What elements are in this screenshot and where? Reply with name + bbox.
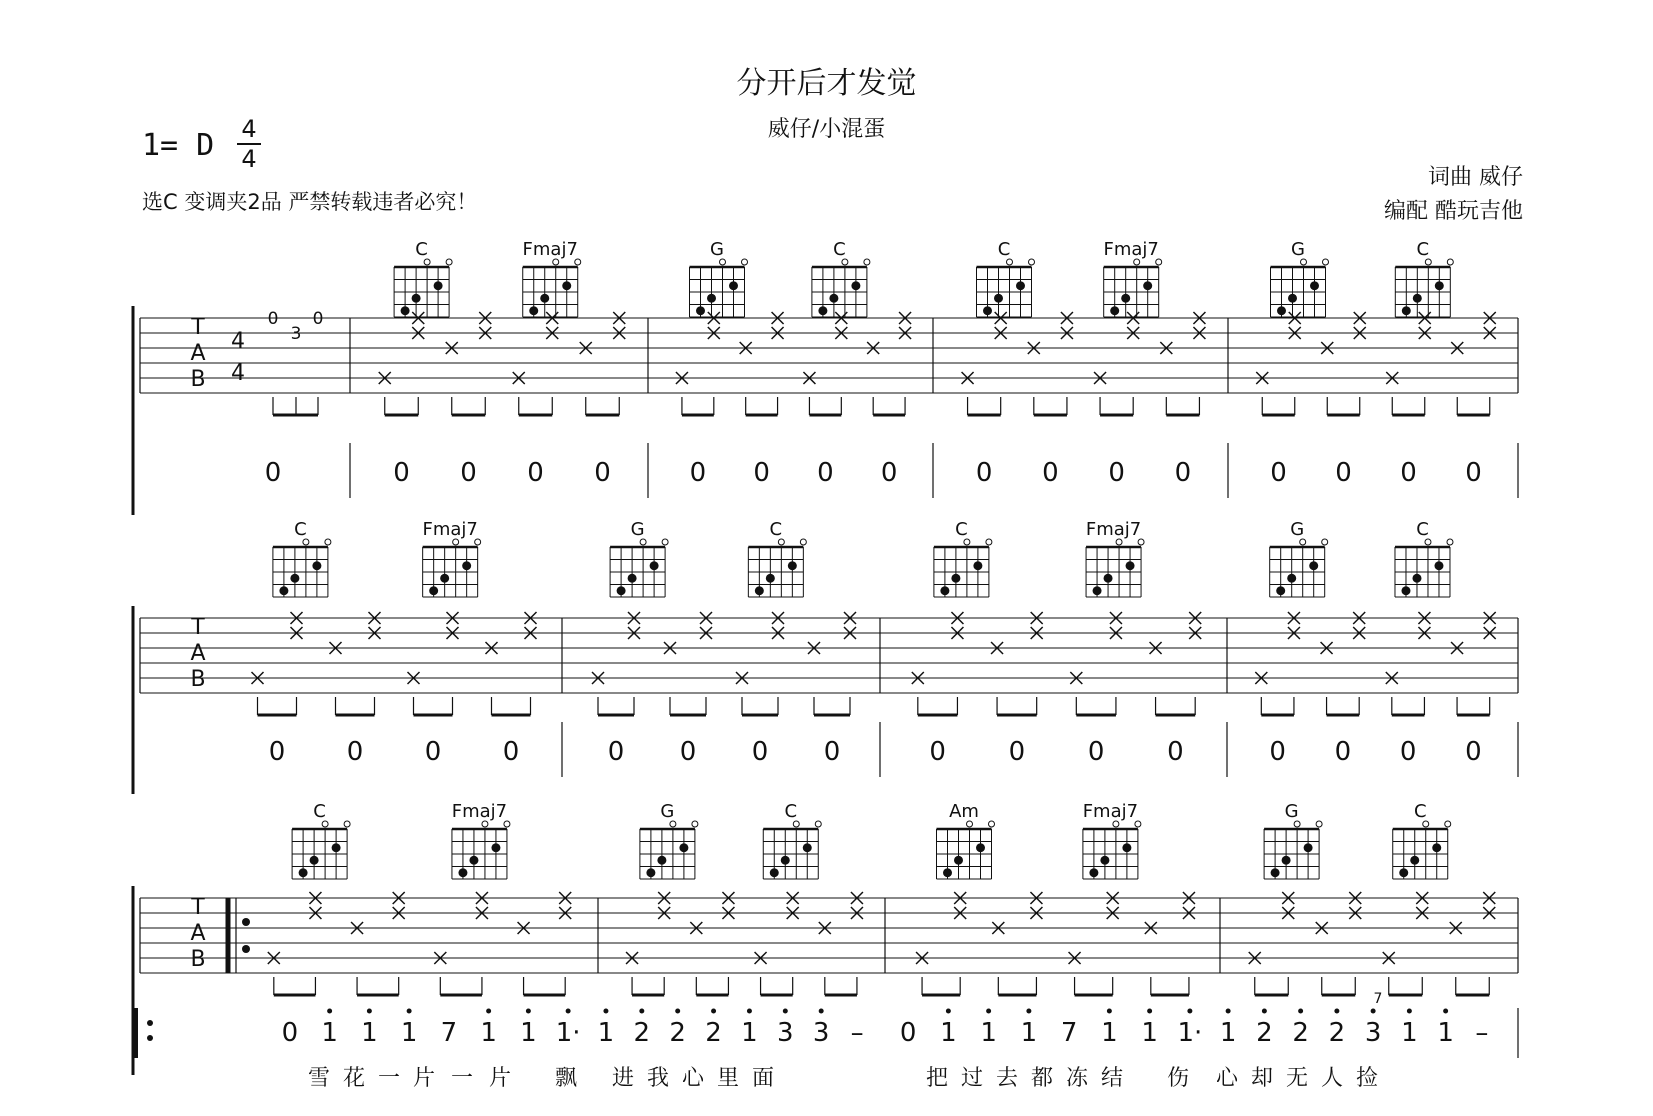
tab-clef-letter: T [191,315,205,340]
jianpu-note: 0 [1335,458,1352,488]
jianpu-note: 0 [424,737,442,767]
jianpu-melody-note: 2 [669,1018,686,1048]
chord-name: C [955,519,968,540]
jianpu-note: 0 [1108,458,1125,488]
octave-dot [367,1009,372,1014]
lyric-character: 却 [1250,1066,1274,1091]
key-signature: 1= D [142,128,215,163]
octave-dot [526,1009,531,1014]
chord-diagram [1086,519,1144,597]
chord-diagram [1264,801,1322,879]
jianpu-note: 0 [594,458,611,488]
jianpu-melody-note: 3 [777,1018,794,1048]
jianpu-note: 0 [502,737,520,767]
repeat-dot [242,918,250,926]
chord-diagram [1104,239,1162,317]
lyric-character: 雪 [307,1066,331,1091]
chord-diagram [273,519,331,597]
lyric-character: 心 [1215,1066,1239,1091]
repeat-dot [147,1020,153,1026]
octave-dot [327,1009,332,1014]
octave-dot [747,1009,752,1014]
jianpu-note: 0 [1465,458,1482,488]
jianpu-note: 0 [1008,737,1026,767]
capo-note: 选C 变调夹2品 严禁转载违者必究！ [142,190,478,214]
jianpu-note: 0 [1400,458,1417,488]
chord-diagram [394,239,452,317]
octave-dot [783,1009,788,1014]
jianpu-note: 0 [393,458,410,488]
octave-dot [711,1009,716,1014]
tab-clef-letter: A [190,641,206,666]
lyric-character: 花 [342,1066,366,1091]
song-title: 分开后才发觉 [736,66,917,101]
jianpu-note: 0 [607,737,625,767]
jianpu-melody-note: 1 [597,1018,615,1048]
lyric-character: 片 [488,1066,512,1091]
jianpu-melody-note: 3 [812,1018,830,1048]
jianpu-melody-note: 1 [361,1018,378,1048]
chord-name: C [1416,519,1429,540]
octave-dot [603,1009,608,1014]
chord-name: Fmaj7 [422,519,478,540]
jianpu-note: 0 [268,737,286,767]
tab-fret-number: 3 [290,324,302,344]
chord-name: G [1290,519,1305,540]
octave-dot [1147,1009,1152,1014]
octave-dot [946,1009,951,1014]
lyric-character: 里 [716,1066,740,1091]
chord-diagram [1271,239,1329,317]
jianpu-melody-note: 1 [520,1018,537,1048]
jianpu-melody-note: 2 [1328,1018,1346,1048]
octave-dot [819,1009,824,1014]
jianpu-melody-note: 2 [1256,1018,1273,1048]
time-signature-bottom: 4 [241,145,257,173]
lyric-character: 片 [412,1066,436,1091]
octave-dot [1187,1009,1192,1014]
jianpu-note: 0 [346,737,364,767]
jianpu-melody-note: 1 [741,1018,758,1048]
octave-dot [639,1009,644,1014]
jianpu-note: 0 [929,737,946,767]
octave-dot [1226,1009,1231,1014]
jianpu-note: 0 [823,737,841,767]
repeat-dot [242,945,250,953]
chord-name: Am [949,801,979,822]
jianpu-melody-note: 7 [440,1018,458,1048]
chord-diagram [934,519,992,597]
tab-clef-letter: B [190,947,206,972]
jianpu-note: 0 [975,458,993,488]
chord-name: C [833,239,846,260]
lyric-character: 飘 [554,1066,578,1091]
lyric-character: 人 [1320,1066,1344,1091]
tab-fret-number: 0 [312,309,324,329]
jianpu-note: 0 [751,737,769,767]
octave-dot [1107,1009,1112,1014]
octave-dot [486,1009,491,1014]
octave-dot [1298,1009,1303,1014]
lyric-character: 进 [611,1066,635,1091]
lyric-character: 把 [925,1066,949,1091]
jianpu-note: 0 [689,458,707,488]
jianpu-note: 0 [679,737,697,767]
chord-name: G [710,239,724,260]
chord-diagram [610,519,668,597]
chord-diagram [1393,801,1451,879]
credit-arrangement: 编配 酷玩吉他 [1384,199,1523,224]
lyric-character: 一 [450,1066,474,1091]
chord-diagram [523,239,581,317]
jianpu-note: 0 [1174,458,1192,488]
octave-dot [407,1009,412,1014]
chord-name: Fmaj7 [1103,239,1159,260]
jianpu-melody-note: 2 [705,1018,722,1048]
lyric-character: 我 [646,1066,670,1091]
jianpu-melody-note: – [850,1018,864,1048]
jianpu-melody-note: 7 [1060,1018,1078,1048]
jianpu-melody-note: 1 [400,1018,418,1048]
jianpu-melody-note: 1 [1020,1018,1038,1048]
tab-clef-letter: A [190,921,206,946]
chord-diagram [937,801,995,879]
lyric-character: 伤 [1166,1066,1190,1091]
chord-name: C [784,801,798,822]
chord-diagram [690,239,748,317]
tab-time-top: 4 [231,329,245,354]
chord-name: C [1413,801,1427,822]
octave-dot [1371,1009,1376,1014]
chord-name: C [1416,239,1430,260]
chord-diagram [812,239,870,317]
jianpu-melody-note: 1 [480,1018,497,1048]
jianpu-note: 0 [1399,737,1417,767]
octave-dot [566,1009,571,1014]
time-signature-top: 4 [241,115,257,143]
jianpu-note: 0 [1465,737,1482,767]
jianpu-melody-note: 2 [1292,1018,1309,1048]
lyric-character: 结 [1100,1066,1124,1091]
jianpu-note: 0 [817,458,834,488]
chord-name: C [294,519,307,540]
jianpu-note: 0 [460,458,477,488]
lyric-character: 无 [1285,1066,1309,1091]
lyric-character: 面 [751,1066,775,1091]
jianpu-note: 0 [1269,737,1286,767]
jianpu-melody-note: 1 [980,1018,997,1048]
jianpu-melody-note: 1 [1437,1018,1454,1048]
jianpu-melody-note: 1 [1401,1018,1418,1048]
tab-clef-letter: T [191,895,205,920]
jianpu-note: 0 [1087,737,1105,767]
jianpu-melody-note: 0 [899,1018,917,1048]
chord-name: G [660,801,675,822]
jianpu-melody-note: 1 [1141,1018,1158,1048]
tab-clef-letter: B [190,367,206,392]
chord-diagram [640,801,698,879]
chord-name: G [1284,801,1299,822]
lyric-character: 过 [960,1066,984,1091]
jianpu-melody-note: 1· [1177,1018,1203,1048]
octave-dot [1334,1009,1339,1014]
song-artist: 威仔/小混蛋 [767,117,886,142]
jianpu-melody-note: 1· [555,1018,581,1048]
jianpu-melody-note: – [1475,1018,1489,1048]
jianpu-note: 0 [264,458,282,488]
lyric-character: 心 [681,1066,705,1091]
chord-name: Fmaj7 [451,801,508,822]
chord-diagram [452,801,510,879]
lyric-character: 冻 [1065,1066,1089,1091]
tab-clef-letter: A [190,341,206,366]
jianpu-melody-note: 1 [1101,1018,1118,1048]
jianpu-melody-note: 3 [1364,1018,1382,1048]
chord-name: C [313,801,326,822]
jianpu-melody-note: 0 [281,1018,299,1048]
repeat-dot [147,1035,153,1041]
tab-clef-letter: B [190,667,206,692]
lyric-character: 捡 [1355,1066,1379,1091]
octave-dot [675,1009,680,1014]
lyric-character: 去 [995,1066,1019,1091]
jianpu-melody-note: 1 [1219,1018,1237,1048]
chord-name: G [630,519,645,540]
octave-dot [1443,1009,1448,1014]
chord-name: C [769,519,783,540]
chord-name: Fmaj7 [1082,801,1139,822]
tab-time-bottom: 4 [231,361,245,386]
chord-name: Fmaj7 [522,239,578,260]
octave-dot [986,1009,991,1014]
jianpu-note: 0 [880,458,898,488]
jianpu-note: 0 [1270,458,1287,488]
chord-diagram [1395,239,1453,317]
tab-fret-number: 0 [267,309,279,329]
chord-diagram [422,519,480,597]
chord-diagram [763,801,821,879]
grace-note: 7 [1373,991,1383,1007]
jianpu-melody-note: 1 [940,1018,957,1048]
chord-name: Fmaj7 [1085,519,1142,540]
chord-diagram [977,239,1035,317]
chord-name: C [415,239,428,260]
jianpu-melody-note: 1 [321,1018,338,1048]
chord-diagram [1083,801,1141,879]
jianpu-melody-note: 2 [633,1018,651,1048]
chord-diagram [1395,519,1453,597]
chord-name: C [997,239,1011,260]
jianpu-note: 0 [1334,737,1352,767]
jianpu-note: 0 [527,458,544,488]
chord-diagram [748,519,806,597]
chord-diagram [292,801,350,879]
jianpu-note: 0 [1042,458,1059,488]
chord-name: G [1291,239,1305,260]
jianpu-note: 0 [1167,737,1184,767]
credit-lyrics-music: 词曲 威仔 [1428,165,1523,190]
tab-clef-letter: T [191,615,205,640]
chord-diagram [1270,519,1328,597]
octave-dot [1026,1009,1031,1014]
jianpu-note: 0 [753,458,770,488]
lyric-character: 都 [1030,1066,1054,1091]
lyric-character: 一 [377,1066,401,1091]
octave-dot [1262,1009,1267,1014]
octave-dot [1407,1009,1412,1014]
